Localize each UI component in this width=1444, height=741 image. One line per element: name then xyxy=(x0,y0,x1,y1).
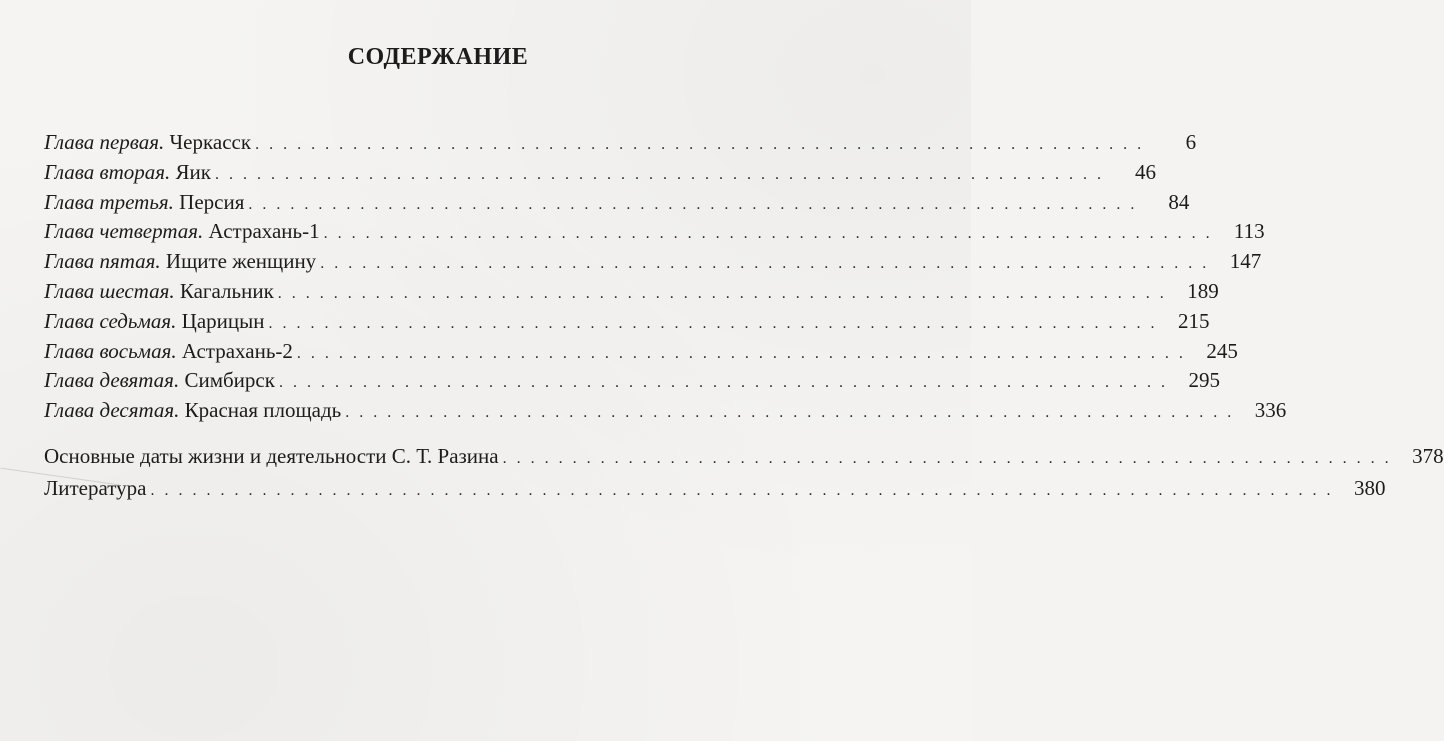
chapter-list xyxy=(44,128,1287,426)
chapter-number: Глава шестая. xyxy=(44,278,175,303)
toc-entry xyxy=(44,277,1219,307)
chapter-number: Глава первая. xyxy=(44,130,165,154)
dot-leader: . . . . . . . . . . . . . . . . . . . . . . . . . . . . . . . . . . . . . . . . . . . . . . . . . . . . . . . . . . . . . . . . xyxy=(345,404,1235,422)
toc-entry xyxy=(44,366,1220,396)
toc-entry xyxy=(44,158,1156,188)
dot-leader: . . . . . . . . . . . . . . . . . . . . . . . . . . . . . . . . . . . . . . . . . . . . . . . . . . . . . . . . . . . . . . . . xyxy=(248,195,1138,213)
chapter-number: Глава пятая. xyxy=(44,249,161,274)
dot-leader: . . . . . . . . . . . . . . . . . . . . . . . . . . . . . . . . . . . . . . . . . . . . . . . . . . . . . . . . . . . . . . . . xyxy=(277,284,1167,302)
toc-entry-label xyxy=(44,217,320,247)
page-number: 147 xyxy=(1229,249,1262,274)
chapter-title: Ищите женщину xyxy=(165,249,317,274)
toc-entry-label xyxy=(44,277,274,307)
page-number: 84 xyxy=(1168,189,1190,214)
chapter-number: Глава третья. xyxy=(44,189,174,214)
dot-leader: . . . . . . . . . . . . . . . . . . . . . . . . . . . . . . . . . . . . . . . . . . . . . . . . . . . . . . . . . . . . . . . . xyxy=(214,165,1104,183)
dot-leader: . . . . . . . . . . . . . . . . . . . . . . . . . . . . . . . . . . . . . . . . . . . . . . . . . . . . . . . . . . . . . . . . xyxy=(278,374,1168,392)
toc-entry-label: Литература xyxy=(44,476,147,500)
page-number: 380 xyxy=(1353,476,1386,500)
toc-entry xyxy=(44,307,1210,337)
chapter-number: Глава седьмая. xyxy=(44,308,177,333)
chapter-title: Симбирск xyxy=(184,368,275,393)
page-title: СОДЕРЖАНИЕ xyxy=(347,44,529,70)
toc-entry xyxy=(44,188,1190,218)
toc-entry-label xyxy=(44,337,293,367)
page-number: 215 xyxy=(1177,308,1210,333)
toc-entry-label xyxy=(44,158,211,188)
toc-entry-label xyxy=(44,366,275,396)
chapter-title: Астрахань-2 xyxy=(181,338,293,363)
toc-entry-label: Основные даты жизни и деятельности С. Т. Разина xyxy=(44,444,499,468)
toc-entry xyxy=(44,217,1265,247)
toc-entry xyxy=(44,247,1262,277)
dot-leader: . . . . . . . . . . . . . . . . . . . . . . . . . . . . . . . . . . . . . . . . . . . . . . . . . . . . . . . . . . . . . . . . xyxy=(323,225,1213,243)
chapter-title: Персия xyxy=(179,189,245,214)
toc-entry-label xyxy=(44,307,264,337)
chapter-number: Глава девятая. xyxy=(44,368,180,393)
toc-entry-label xyxy=(44,128,251,158)
toc-entry xyxy=(44,472,1386,504)
dot-leader: . . . . . . . . . . . . . . . . . . . . . . . . . . . . . . . . . . . . . . . . . . . . . . . . . . . . . . . . . . . . . . . . xyxy=(296,344,1186,362)
page-number: 378 xyxy=(1412,444,1444,468)
chapter-title: Кагальник xyxy=(179,278,274,303)
page-number: 295 xyxy=(1188,368,1220,393)
chapter-number: Глава восьмая. xyxy=(44,338,177,363)
toc-entry xyxy=(44,337,1238,367)
backmatter-list xyxy=(44,440,1444,504)
toc-entry-label xyxy=(44,188,244,218)
dot-leader: . . . . . . . . . . . . . . . . . . . . . . . . . . . . . . . . . . . . . . . . . . . . . . . . . . . . . . . . . . . . . . . . . . . . . . . . . . . . . . . . . . . . . xyxy=(150,482,1334,499)
page-number: 113 xyxy=(1233,219,1265,244)
chapter-title: Яик xyxy=(175,159,211,184)
dot-leader: . . . . . . . . . . . . . . . . . . . . . . . . . . . . . . . . . . . . . . . . . . . . . . . . . . . . . . . . . . . . . . . . xyxy=(268,314,1158,332)
page-number: 189 xyxy=(1187,278,1219,303)
toc-entry-label xyxy=(44,396,341,426)
chapter-title: Царицын xyxy=(181,308,265,333)
dot-leader: . . . . . . . . . . . . . . . . . . . . . . . . . . . . . . . . . . . . . . . . . . . . . . . . . . . . . . . . . . . . . . . . xyxy=(320,255,1210,273)
page-number: 336 xyxy=(1254,398,1287,423)
chapter-title: Астрахань-1 xyxy=(208,219,320,244)
toc-entry xyxy=(44,128,1197,158)
page-number: 245 xyxy=(1206,338,1238,363)
toc-entry-label xyxy=(44,247,316,277)
chapter-number: Глава десятая. xyxy=(44,398,180,423)
dot-leader: . . . . . . . . . . . . . . . . . . . . . . . . . . . . . . . . . . . . . . . . . . . . . . . . . . . . . . . . . . . . . . . . xyxy=(255,136,1145,153)
chapter-number: Глава вторая. xyxy=(44,159,171,184)
chapter-number: Глава четвертая. xyxy=(44,219,204,244)
chapter-title: Черкасск xyxy=(169,130,252,154)
toc-entry xyxy=(44,396,1287,426)
dot-leader: . . . . . . . . . . . . . . . . . . . . . . . . . . . . . . . . . . . . . . . . . . . . . . . . . . . . . . . . . . . . . . . . xyxy=(502,450,1392,467)
toc-entry xyxy=(44,440,1444,472)
chapter-title: Красная площадь xyxy=(184,398,342,423)
page-number: 6 xyxy=(1185,130,1197,154)
page-number: 46 xyxy=(1134,159,1156,184)
